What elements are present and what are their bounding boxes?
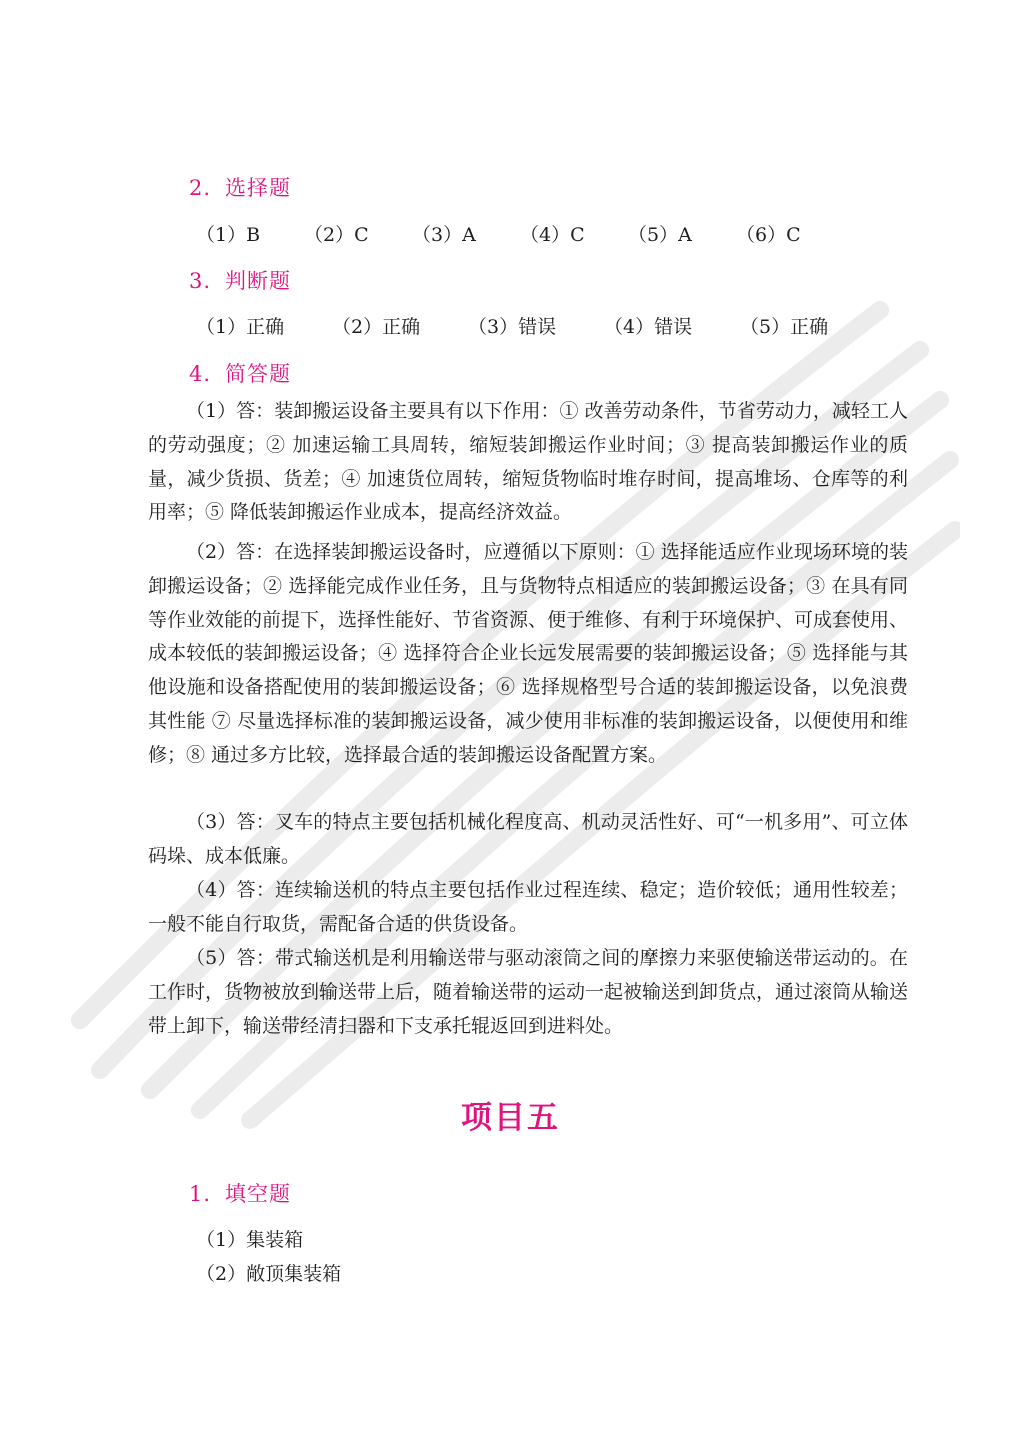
section-title: 填空题 [225,1182,292,1206]
section-title: 简答题 [225,362,292,386]
answer-paragraph-2: （2）答：在选择装卸搬运设备时，应遵循以下原则：① 选择能适应作业现场环境的装卸搬运设备；② 选择能完成作业任务，且与货物特点相适应的装卸搬运设备；③ 在具有同等作业效能的前提下，选择性能好、节省资源、便于维修、有利于环境保护、可成套使用、成本较低的装卸搬运设备；④ 选择符合企业长远发展需要的装卸搬运设备；⑤ 选择能与其他设施和设备搭配使用的装卸搬运设备；⑥ 选择规格型号合适的装卸搬运设备，以免浪费其性能 ⑦ 尽量选择标准的装卸搬运设备，减少使用非标准的装卸搬运设备，以便使用和维修；⑧ 通过多方比较，选择最合适的装卸搬运设备配置方案。 [148,541,909,766]
judge-answers [196,312,828,339]
answer-item: （3）A [412,224,476,246]
choice-answers [196,220,801,247]
answer-item: （2）C [304,224,369,246]
answer-item: （4）C [520,224,585,246]
answer-paragraph-3: （3）答：叉车的特点主要包括机械化程度高、机动灵活性好、可“一机多用”、可立体码垛、成本低廉。 [148,811,908,867]
section-number: 2. [189,176,212,200]
section-title: 判断题 [225,269,292,293]
section-fill-heading [189,1178,291,1208]
section-number: 4. [189,362,212,386]
answer-item: （6）C [736,224,801,246]
answer-item: （1）正确 [196,316,285,338]
answer-item: （5）A [628,224,692,246]
section-title: 选择题 [225,176,292,200]
answer-item: （4）错误 [604,316,693,338]
project-title: 项目五 [461,1100,560,1136]
fill-answer-2: （2）敞顶集装箱 [196,1263,342,1285]
answer-item: （5）正确 [740,316,829,338]
answer-item: （3）错误 [468,316,557,338]
fill-answer-1: （1）集装箱 [196,1229,304,1251]
section-judge-heading [189,265,291,295]
answer-paragraph-4: （4）答：连续输送机的特点主要包括作业过程连续、稳定；造价较低；通用性较差；一般不能自行取货，需配备合适的供货设备。 [148,879,908,935]
section-number: 3. [189,269,212,293]
section-short-heading [189,358,291,388]
section-choice-heading [189,172,291,202]
answer-item: （2）正确 [332,316,421,338]
answer-paragraph-5: （5）答：带式输送机是利用输送带与驱动滚筒之间的摩擦力来驱使输送带运动的。在工作时，货物被放到输送带上后，随着输送带的运动一起被输送到卸货点，通过滚筒从输送带上卸下，输送带经清扫器和下支承托辊返回到进料处。 [148,947,909,1037]
answer-paragraph-1: （1）答：装卸搬运设备主要具有以下作用：① 改善劳动条件，节省劳动力，减轻工人的劳动强度；② 加速运输工具周转，缩短装卸搬运作业时间；③ 提高装卸搬运作业的质量，减少货损、货差；④ 加速货位周转，缩短货物临时堆存时间，提高堆场、仓库等的利用率；⑤ 降低装卸搬运作业成本，提高经济效益。 [148,400,908,524]
section-number: 1. [189,1182,212,1206]
answer-item: （1）B [196,224,261,246]
